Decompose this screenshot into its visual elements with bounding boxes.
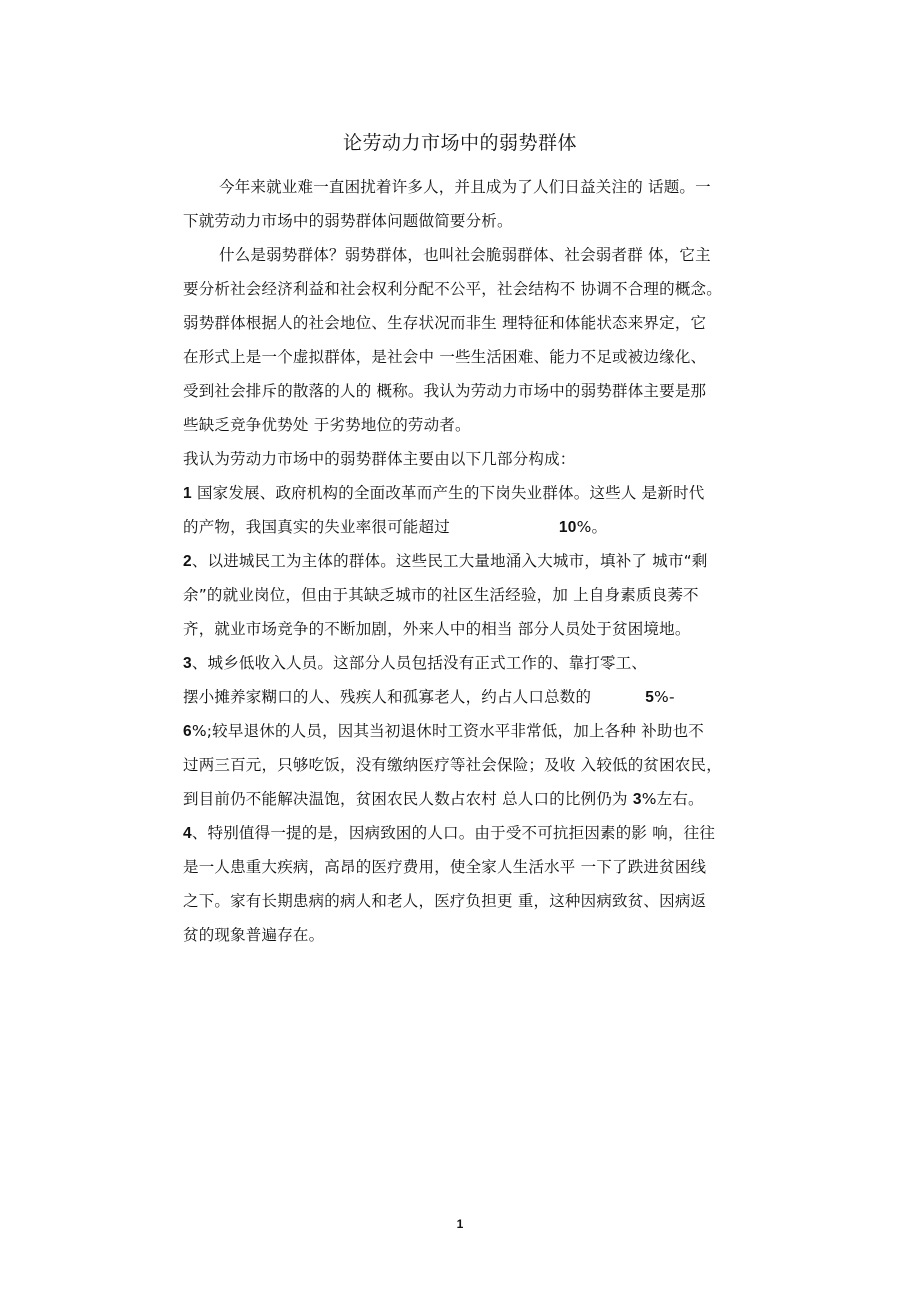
paragraph-line: 下就劳动力市场中的弱势群体问题做简要分析。 [183, 212, 513, 230]
list-item-2 [183, 544, 743, 578]
item-number: 1 [183, 485, 192, 502]
item-text: 国家发展、政府机构的全面改革而产生的下岗失业群体。这些人 是新时代 [191, 484, 705, 502]
list-item-3-line [183, 782, 743, 816]
list-item-4 [183, 816, 743, 850]
list-item-4-line: 之下。家有长期患病的病人和老人，医疗负担更 重，这种因病致贫、因病返 [183, 892, 707, 910]
item-text: %- [654, 688, 675, 706]
paragraph-line: 要分析社会经济利益和社会权利分配不公平，社会结构不 协调不合理的概念。 [183, 280, 722, 298]
list-item-4-line: 是一人患重大疾病，高昂的医疗费用，使全家人生活水平 一下了跌进贫困线 [183, 858, 707, 876]
numeric-value: 3 [632, 791, 642, 808]
item-text: 的产物，我国真实的失业率很可能超过 [183, 518, 450, 536]
numeric-value: 10 [558, 519, 577, 536]
paragraph-line: 弱势群体根据人的社会地位、生存状况而非生 理特征和体能状态来界定，它 [183, 314, 707, 332]
list-item-3 [183, 646, 743, 680]
item-number: 4 [183, 825, 192, 842]
list-item-4-line: 贫的现象普遍存在。 [183, 926, 325, 944]
paragraph-line: 什么是弱势群体？弱势群体，也叫社会脆弱群体、社会弱者群 体，它主 [219, 246, 711, 264]
list-item-2-line: 余”的就业岗位，但由于其缺乏城市的社区生活经验，加 上自身素质良莠不 [183, 586, 699, 604]
item-number: 3 [183, 655, 192, 672]
numeric-value: 6 [183, 723, 192, 740]
document-body [183, 170, 743, 952]
item-text: %。 [576, 518, 608, 536]
item-text: 到目前仍不能解决温饱，贫困农民人数占农村 总人口的比例仍为 [183, 790, 633, 808]
item-text: 、城乡低收入人员。这部分人员包括没有正式工作的、靠打零工、 [191, 654, 648, 672]
paragraph-line: 受到社会排斥的散落的人的 概称。我认为劳动力市场中的弱势群体主要是那 [183, 382, 707, 400]
item-text: 、特别值得一提的是，因病致困的人口。由于受不可抗拒因素的影 响，往往 [191, 824, 716, 842]
list-item-1 [183, 476, 743, 510]
paragraph-line: 我认为劳动力市场中的弱势群体主要由以下几部分构成： [183, 450, 576, 468]
list-item-2-line: 齐，就业市场竞争的不断加剧，外来人中的相当 部分人员处于贫困境地。 [183, 620, 691, 638]
item-text: %;较早退休的人员，因其当初退休时工资水平非常低，加上各种 补助也不 [191, 722, 705, 740]
document-title: 论劳动力市场中的弱势群体 [342, 132, 577, 154]
item-text: %左右。 [641, 790, 704, 808]
item-text: 摆小摊养家糊口的人、残疾人和孤寡老人，约占人口总数的 [183, 688, 592, 706]
numeric-value: 5 [645, 689, 655, 706]
list-item-3-line: 过两三百元，只够吃饭，没有缴纳医疗等社会保险；及收 入较低的贫困农民， [183, 756, 722, 774]
list-item-1-line [183, 510, 743, 544]
item-text: 、以进城民工为主体的群体。这些民工大量地涌入大城市，填补了 城市“剩 [191, 552, 708, 570]
list-item-3-line [183, 714, 743, 748]
paragraph-line: 在形式上是一个虚拟群体，是社会中 一些生活困难、能力不足或被边缘化、 [183, 348, 707, 366]
item-number: 2 [183, 553, 192, 570]
paragraph-line: 今年来就业难一直困扰着许多人，并且成为了人们日益关注的 话题。一 [219, 178, 711, 196]
page-number: 1 [456, 1217, 464, 1231]
paragraph-line: 些缺乏竞争优势处 于劣势地位的劳动者。 [183, 416, 471, 434]
list-item-3-line [183, 680, 743, 714]
